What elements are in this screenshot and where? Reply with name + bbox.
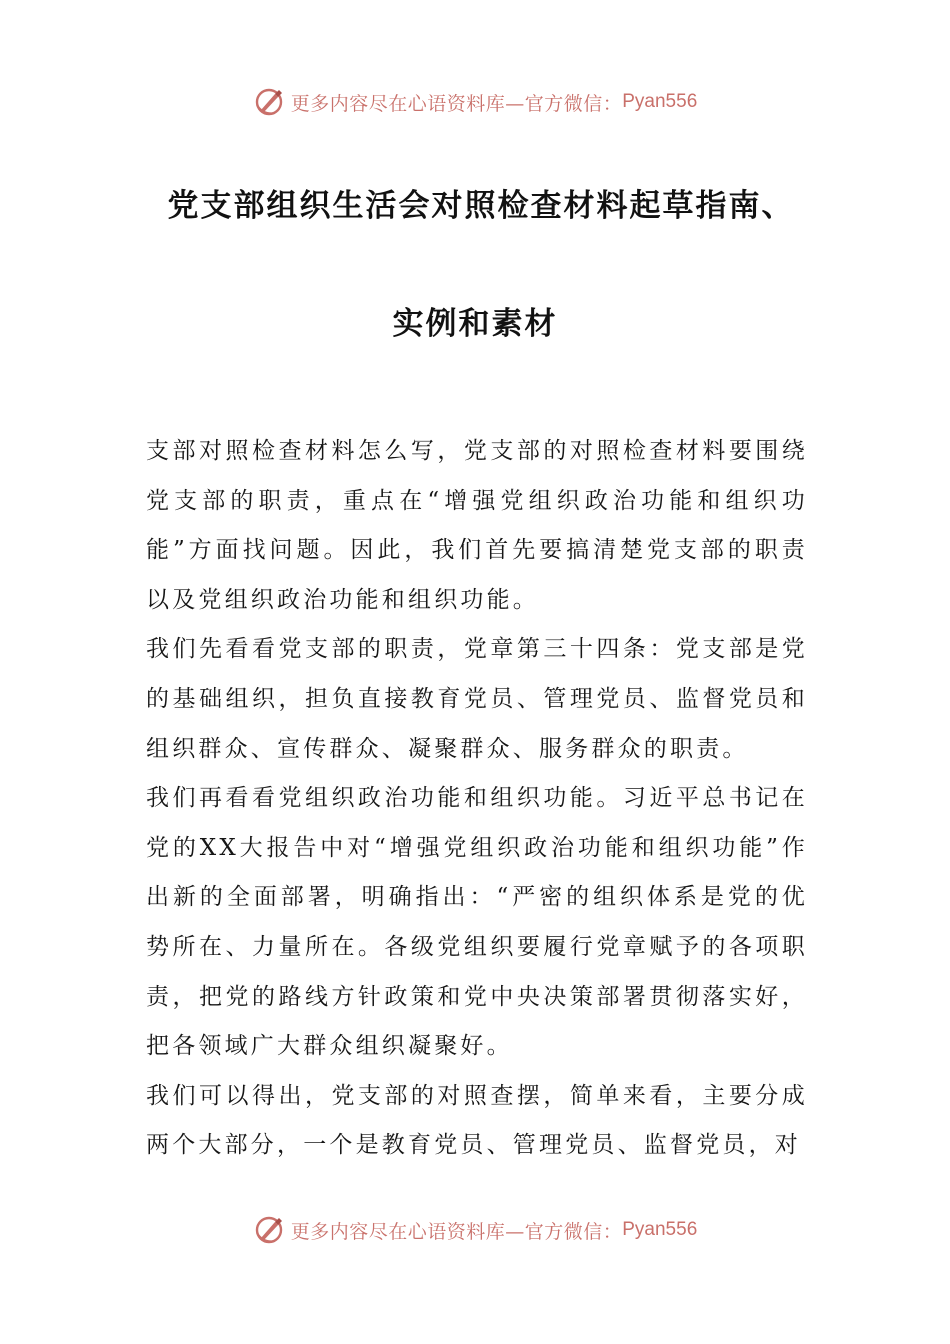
body-paragraph: 我们再看看党组织政治功能和组织功能。习近平总书记在党的XX大报告中对“增强党组织政治功能和组织功能”作出新的全面部署，明确指出：“严密的组织体系是党的优势所在、力量所在。各级党组织要履行党章赋予的各项职责，把党的路线方针政策和党中央决策部署贯彻落实好，把各领域广大群众组织凝聚好。: [146, 785, 808, 1060]
footer-watermark-banner: [0, 1210, 950, 1250]
body-paragraph: 支部对照检查材料怎么写，党支部的对照检查材料要围绕党支部的职责，重点在“增强党组织政治功能和组织功能”方面找问题。因此，我们首先要搞清楚党支部的职责以及党组织政治功能和组织功能。: [146, 438, 808, 613]
watermark-wechat-id: Pyan556: [622, 91, 698, 112]
watermark-wechat-id: Pyan556: [622, 1219, 698, 1240]
pen-swirl-logo-icon: [253, 85, 287, 119]
body-paragraph: 我们可以得出，党支部的对照查摆，简单来看，主要分成两个大部分，一个是教育党员、管理党员、监督党员，对: [146, 1082, 808, 1159]
document-body: [146, 427, 808, 1171]
body-paragraph: 我们先看看党支部的职责，党章第三十四条：党支部是党的基础组织，担负直接教育党员、管理党员、监督党员和组织群众、宣传群众、凝聚群众、服务群众的职责。: [146, 636, 808, 762]
header-watermark-banner: [0, 82, 950, 122]
pen-swirl-logo-icon: [253, 1213, 287, 1247]
document-title-line-1: 党支部组织生活会对照检查材料起草指南、: [167, 188, 795, 224]
document-title-line-2: 实例和素材: [392, 306, 558, 342]
watermark-brand-text: 更多内容尽在心语资料库—官方微信：: [290, 1220, 623, 1243]
watermark-brand-text: 更多内容尽在心语资料库—官方微信：: [290, 92, 623, 115]
